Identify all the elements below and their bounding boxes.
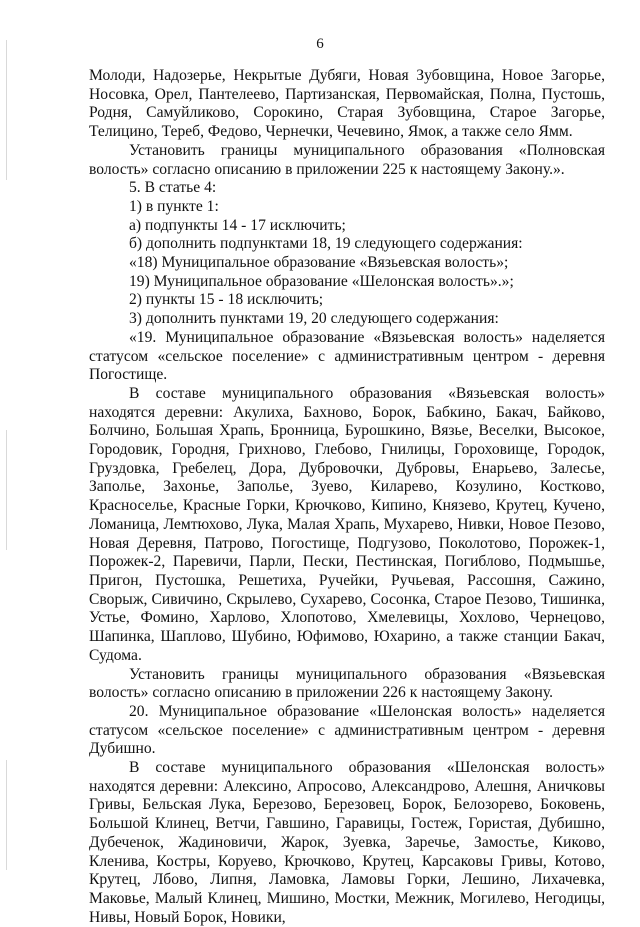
paragraph: Установить границы муниципального образования «Вязьевская волость» согласно описанию в приложении 226 к настоящему Закону.	[89, 665, 605, 702]
paragraph: 2) пункты 15 - 18 исключить;	[129, 291, 324, 309]
scan-edge-mark	[6, 760, 7, 870]
paragraph: Молоди, Надозерье, Некрытые Дубяги, Новая Зубовщина, Новое Загорье, Носовка, Орел, Пантелеево, Партизанская, Первомайская, Полна, Пустошь, Родня, Самуйликово, Сорокино, Старая Зубовщина, Старое Загорье, Телицино, Тереб, Федово, Чернечки, Чечевино, Ямок, а также село Ямм.	[89, 67, 605, 141]
scan-edge-mark	[6, 40, 7, 180]
paragraph: 1) в пункте 1:	[129, 197, 219, 215]
paragraph: 3) дополнить пунктами 19, 20 следующего содержания:	[129, 310, 499, 328]
paragraph: Установить границы муниципального образования «Полновская волость» согласно описанию в приложении 225 к настоящему Закону.».	[89, 141, 605, 178]
paragraph: а) подпункты 14 - 17 исключить;	[129, 216, 346, 234]
paragraph: В составе муниципального образования «Вязьевская волость» находятся деревни: Акулиха, Бахново, Борок, Бабкино, Бакач, Байково, Болчино, Большая Храпь, Бронница, Бурошкино, Вязье, Веселки, Высокое, Городовик, Городня, Грихново, Глебово, Гнилицы, Гороховище, Городок, Груздовка, Гребелец, Дора, Дубровочки, Дубровы, Енарьево, Залесье, Заполье, Захонье, Заполье, Зуево, Киларево, Козулино, Костково, Красноселье, Красные Горки, Крючково, Кипино, Князево, Крутец, Кучено, Ломаница, Лемтюхово, Лука, Малая Храпь, Мухарево, Нивки, Новое Пезово, Новая Деревня, Патрово, Погостище, Подгузово, Поколотово, Порожек-1, Порожек-2, Паревичи, Парли, Пески, Пестинская, Погиблово, Подмышье, Пригон, Пустошка, Решетиха, Ручейки, Ручьевая, Рассошня, Сажино, Сворыж, Сивичино, Скрылево, Сухарево, Сосонка, Старое Пезово, Тишинка, Устье, Фомино, Харлово, Хлопотово, Хмелевицы, Хохлово, Чернецово, Шапинка, Шаплово, Шубино, Юфимово, Юхарино, а также станции Бакач, Судома.	[89, 384, 605, 664]
scan-edge-mark	[6, 430, 7, 550]
paragraph: «18) Муниципальное образование «Вязьевская волость»;	[129, 254, 509, 272]
paragraph: 20. Муниципальное образование «Шелонская волость» наделяется статусом «сельское поселение» с административным центром - деревня Дубишно.	[89, 702, 605, 758]
document-body	[89, 67, 605, 927]
paragraph: В составе муниципального образования «Шелонская волость» находятся деревни: Алексино, Апросово, Александрово, Алешня, Аничковы Гривы, Бельская Лука, Березово, Березовец, Борок, Белозорево, Боковень, Большой Клинец, Ветчи, Гавшино, Гаравицы, Гостеж, Гористая, Дубишно, Дубеченок, Жадиновичи, Жарок, Зуевка, Заречье, Замостье, Киково, Кленива, Костры, Коруево, Крючково, Крутец, Карсаковы Гривы, Котово, Крутец, Лбово, Липня, Ламовка, Ламовы Горки, Лешино, Лихачевка, Маковье, Малый Клинец, Мишино, Мостки, Межник, Могилево, Негодицы, Нивы, Новый Борок, Новики,	[89, 759, 605, 926]
paragraph: 19) Муниципальное образование «Шелонская волость».»;	[129, 272, 514, 290]
paragraph: «19. Муниципальное образование «Вязьевская волость» наделяется статусом «сельское поселение» с административным центром - деревня Погостище.	[89, 328, 605, 384]
paragraph: б) дополнить подпунктами 18, 19 следующего содержания:	[129, 235, 523, 253]
page-number: 6	[316, 36, 324, 52]
paragraph: 5. В статье 4:	[129, 179, 217, 197]
